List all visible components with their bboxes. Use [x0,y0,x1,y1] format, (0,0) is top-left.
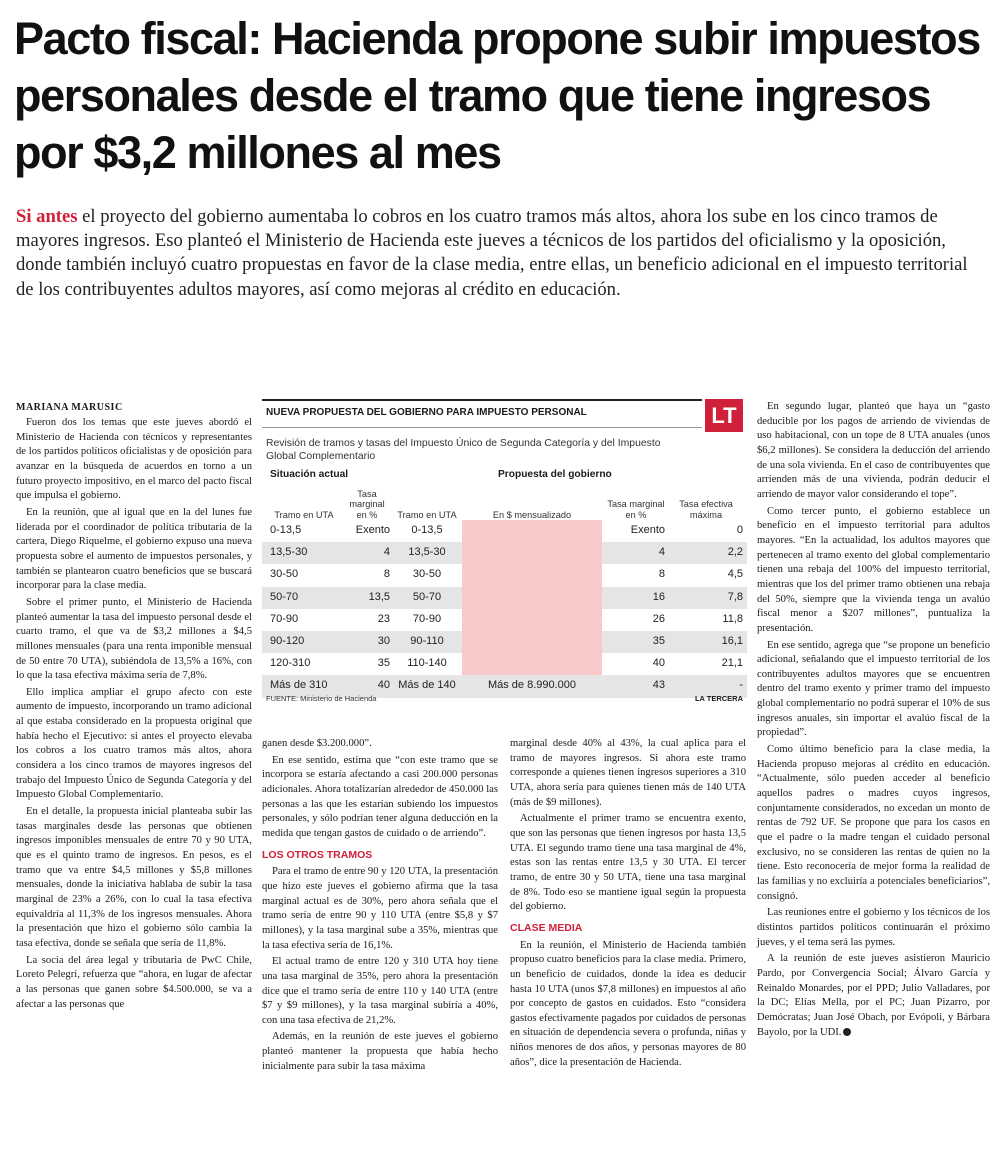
table-cell: 4,5 [727,568,743,581]
table-cell: Exento [355,524,390,536]
lead-text: el proyecto del gobierno aumentaba lo cobros en los cuatro tramos más altos, ahora los sube en los cinco tramos de mayores ingresos. Eso planteó el Ministerio de Hacienda este jueves a técnicos de los partidos del oficialismo y la oposición, donde también incluyó cuatro propuestas en favor de la clase media, entre ellas, un beneficio adicional en el impuesto territorial de los contribuyentes adultos mayores, así como mejoras al crédito en educación. [16,206,968,300]
headline: Pacto fiscal: Hacienda propone subir impuestos personales desde el tramo que tiene ingresos por $3,2 millones al mes [14,13,980,178]
paragraph: El actual tramo de entre 120 y 310 UTA hoy tiene una tasa marginal de 35%, pero ahora la presentación dice que el tramo sería de entre 110 y 140 UTA (entre $7 y $9 millones), y la tasa marginal subiría a 40%, con una tasa efectiva de 21,2%. [262,956,498,1026]
table-cell: 30 [377,634,390,647]
table-cell: 16,1 [721,634,743,647]
table-cell: 90-110 [410,634,444,647]
table-cell: Exento [630,524,665,536]
tax-table-infographic [262,399,747,711]
column-header: Tasa marginal en % [349,488,385,520]
paragraph: Fueron dos los temas que este jueves abordó el Ministerio de Hacienda con técnicos y representantes de los partidos políticos oficialistas y de oposición para avanzar en la búsqueda de acuerdos en torno a un futuro proyecto impositivo, en el marco del pacto fiscal que impulsa el gobierno. [16,417,252,502]
table-cell: 35 [377,657,390,670]
group-proposal-label: Propuesta del gobierno [498,469,612,480]
table-cell: 8 [658,568,665,581]
table-cell: 4 [383,546,390,559]
paragraph: marginal desde 40% al 43%, la cual aplica para el tramo de mayores ingresos. Si ahora este tramo corresponde a quienes tienen ingresos superiores a 310 UTA, ahora sería para quienes tienen más de 140 UTA (más de $9 millones). [510,738,746,808]
table-cell: 8 [383,568,390,581]
table-cell: 13,5 [368,590,390,603]
section-heading: LOS OTROS TRAMOS [262,848,373,861]
table-cell: 50-70 [270,590,299,603]
table-cell: 23 [377,612,390,625]
table-cell: 40 [652,657,665,670]
table-cell: 40 [377,679,390,692]
paragraph: Para el tramo de entre 90 y 120 UTA, la presentación que hizo este jueves el gobierno afirma que la tasa marginal actual es de 30%, pero ahora señala que el tramo sería de entre 90 y 110 UTA (entre $5,8 y $7 millones), y la tasa marginal sube a 35%, mientras que la tasa efectiva sería de 16,1%. [262,866,498,951]
column-header: Tramo en UTA [274,509,334,520]
paragraph: Como último beneficio para la clase media, la Hacienda propuso mejoras al crédito en educación. “Actualmente, sólo pueden acceder al beneficio aquellos padres o madres cuyos ingresos, conjuntamente considerados, no excedan un monto de rentas de 792 UF. Se propone que para los casos en que el padre o la madre tengan el cuidado personal exclusivo, no se consideren las rentas de quien no la tiene. Esto reconocería de mejor forma la realidad de las familias y no excluiría a potenciales beneficiarios”, consignó. [757,744,990,902]
end-mark-icon [843,1028,851,1036]
column-2 [262,737,498,1076]
table-cell: 35 [652,634,665,647]
table-cell: 21,1 [721,657,743,670]
table-header-bar [262,399,702,428]
lead-paragraph [16,205,986,302]
table-cell: 90-120 [270,634,305,647]
paragraph: Como tercer punto, el gobierno establece un beneficio en el impuesto territorial para adultos mayores. “En la actualidad, los adultos mayores que pertenecen al tramo exento del global complementario tienen una rebaja del 100% del impuesto territorial, mientras que los del primer tramo obtienen una rebaja del 50%, siempre que la vivienda tenga un avalúo fiscal menor a $207 millones”, puntualiza la presentación. [757,505,990,634]
table-cell: 26 [652,612,665,625]
paragraph: Las reuniones entre el gobierno y los técnicos de los distintos partidos políticos continuarán el próximo jueves, y el tema será las pymes. [757,907,990,948]
column-4 [757,400,990,1042]
table-cell: 13,5-30 [408,546,446,559]
table-cell: 2,2 [727,546,743,559]
table-cell: 43 [652,679,665,692]
paragraph: Además, en la reunión de este jueves el gobierno planteó mantener la propuesta que había hecho inicialmente para subir la tasa máxima [262,1031,498,1072]
paragraph: En el detalle, la propuesta inicial planteaba subir las tasas marginales desde las personas que obtienen ingresos imponibles mensuales de entre 70 y 90 UTA, que es el quinto tramo de ingresos. En pesos, es el tramo que va entre $4,5 millones y $5,8 millones mensuales, donde la iniciativa hablaba de subir la tasa marginal de 23% a 26%, con lo cual la tasa efectiva equivaldría al 11,3% de los ingresos mensuales. Ahora la presentación que hizo el gobierno sólo cambia la tasa efectiva, donde se señala que sería de 11,8%. [16,806,252,949]
table-cell: 30-50 [412,568,442,581]
table-source: FUENTE: Ministerio de Hacienda [266,694,377,703]
table-title: NUEVA PROPUESTA DEL GOBIERNO PARA IMPUESTO PERSONAL [266,407,587,418]
column-header: Tramo en UTA [397,509,457,520]
paragraph: La socia del área legal y tributaria de PwC Chile, Loreto Pelegrí, refuerza que “ahora, en lugar de afectar a las personas que ganen sobre $4.500.000, se va a afectar a las personas que [16,954,252,1010]
table-cell: 13,5-30 [270,546,308,559]
paragraph: En la reunión, que al igual que en la del lunes fue liderada por el coordinador de política tributaria de la cartera, Diego Riquelme, el gobierno expuso una nueva propuesta sobre el aumento de impuestos personales, y también se plantearon cuatro beneficios que se buscará incorporar para la clase media. [16,506,252,592]
table-cell: Más de 140 [398,679,456,692]
table-cell: 70-90 [270,612,299,625]
paragraph: Sobre el primer punto, el Ministerio de Hacienda planteó aumentar la tasa del impuesto personal desde el cuarto tramo, el que va de $3,2 millones a $4,5 millones mensuales (para una renta imponible mensual de 50 entre 70 UTA), subiéndola de 13,5% a 16%, con lo que la tasa efectiva máxima sería de 7,8%. [16,596,252,682]
table-cell: 7,8 [727,590,743,603]
table-cell: 4 [658,546,665,559]
table-cell: 70-90 [412,612,442,625]
table-cell: 0-13,5 [270,524,302,536]
paragraph: En ese sentido, estima que “con este tramo que se incorpora se estaría afectando a casi 200.000 personas adicionales. Ahora totalizarían alrededor de 450.000 las personas a las que les estarían subiendo los impuestos personales, y sólo podrían tener alguna deducción en la medida que tengan gastos de cuidado o de arriendo”. [262,754,498,839]
table-cell: 11,8 [722,612,743,625]
table-cell: 110-140 [407,657,447,670]
section-heading: CLASE MEDIA [510,921,583,934]
byline: MARIANA MARUSIC [16,402,123,413]
table-credit: LA TERCERA [694,694,743,703]
paragraph: En ese sentido, agrega que “se propone un beneficio adicional, señalando que el impuesto territorial de los contribuyentes adultos mayores que se encuentren dentro del tramo exento y primer tramo del impuesto global complementario no podrá superar el 10% de sus ingresos anuales, sin importar el avalúo fiscal de la propiedad”. [757,639,990,739]
table-cell: 120-310 [270,657,311,670]
column-1 [16,416,252,1014]
paragraph: En la reunión, el Ministerio de Hacienda también propuso cuatro beneficios para la clase media. Primero, un beneficio de cuidados, donde la idea es deducir hasta 10 UTA (unos $7,8 millones) en impuestos al año por concepto de gastos en cuidados. Esto “considera gastos efectivamente pagados por cuidados de personas en situación de dependencia severa o profunda, niñas y niños menores de dos años, y personas mayores de 80 años”, dice la presentación de Hacienda. [510,939,746,1068]
table-cell: 30-50 [270,568,299,581]
table-cell: Más de 8.990.000 [487,679,577,692]
column-3 [510,737,746,1072]
table-cell: 0-13,5 [411,524,443,536]
column-header: En $ mensualizado [492,509,572,520]
lead-highlight: Si antes [16,206,78,227]
paragraph [757,952,990,1040]
la-tercera-logo: LT [705,399,743,432]
table-cell: - [739,679,743,692]
column-header: Tasa efectiva máxima [679,499,733,520]
group-current-label: Situación actual [270,469,349,480]
table-subtitle: Revisión de tramos y tasas del Impuesto Único de Segunda Categoría y del Impuesto Global Complementario [266,438,661,462]
paragraph: ganen desde $3.200.000”. [262,738,372,749]
table-cell: 50-70 [412,590,442,603]
table-cell: Más de 310 [270,679,328,692]
column-header: Tasa marginal en % [607,499,665,520]
table-cell: 16 [652,590,665,603]
paragraph-text: A la reunión de este jueves asistieron Mauricio Pardo, por Convergencia Social; Álvaro García y Reinaldo Monardes, por el PPD; Julio Valladares, por la DC; Elías Mella, por el PC; Juan Pizarro, por Demócratas; Juan José Obach, por Evópoli, y Bárbara Bayolo, por la UDI. [757,953,990,1038]
table-cell: 0 [736,524,743,536]
highlight-column [462,520,602,675]
paragraph: Ello implica ampliar el grupo afecto con este aumento de impuesto, incorporando un tramo adicional al que estaba considerado en la propuesta original que había hecho el Ejecutivo: si antes el proyecto elevaba los cobros a los cuatro tramos más altos, ahora considera a los cinco tramos de mayores ingresos del trabajo del Impuesto Único de Segunda Categoría y del Impuesto Global Complementario. [16,686,252,801]
paragraph: En segundo lugar, planteó que haya un “gasto deducible por los pagos de arriendo de viviendas de uso habitacional, con un tope de 8 UTA anuales (unos $6,2 millones). Se considera la deducción del arriendo de una sola vivienda. En el caso de contribuyentes que arrienden más de una vivienda, podrán deducir el arriendo de mayor valor considerando el tope”. [757,401,990,500]
paragraph: Actualmente el primer tramo se encuentra exento, que son las personas que tienen ingresos por hasta 13,5 UTA. El segundo tramo tiene una tasa marginal de 4%, estas son las rentas entre 13,5 y 30 UTA. El tercer tramo, de entre 30 y 50 UTA, tiene una tasa marginal de 8%. Todo eso se mantiene igual según la propuesta del gobierno. [510,813,746,913]
